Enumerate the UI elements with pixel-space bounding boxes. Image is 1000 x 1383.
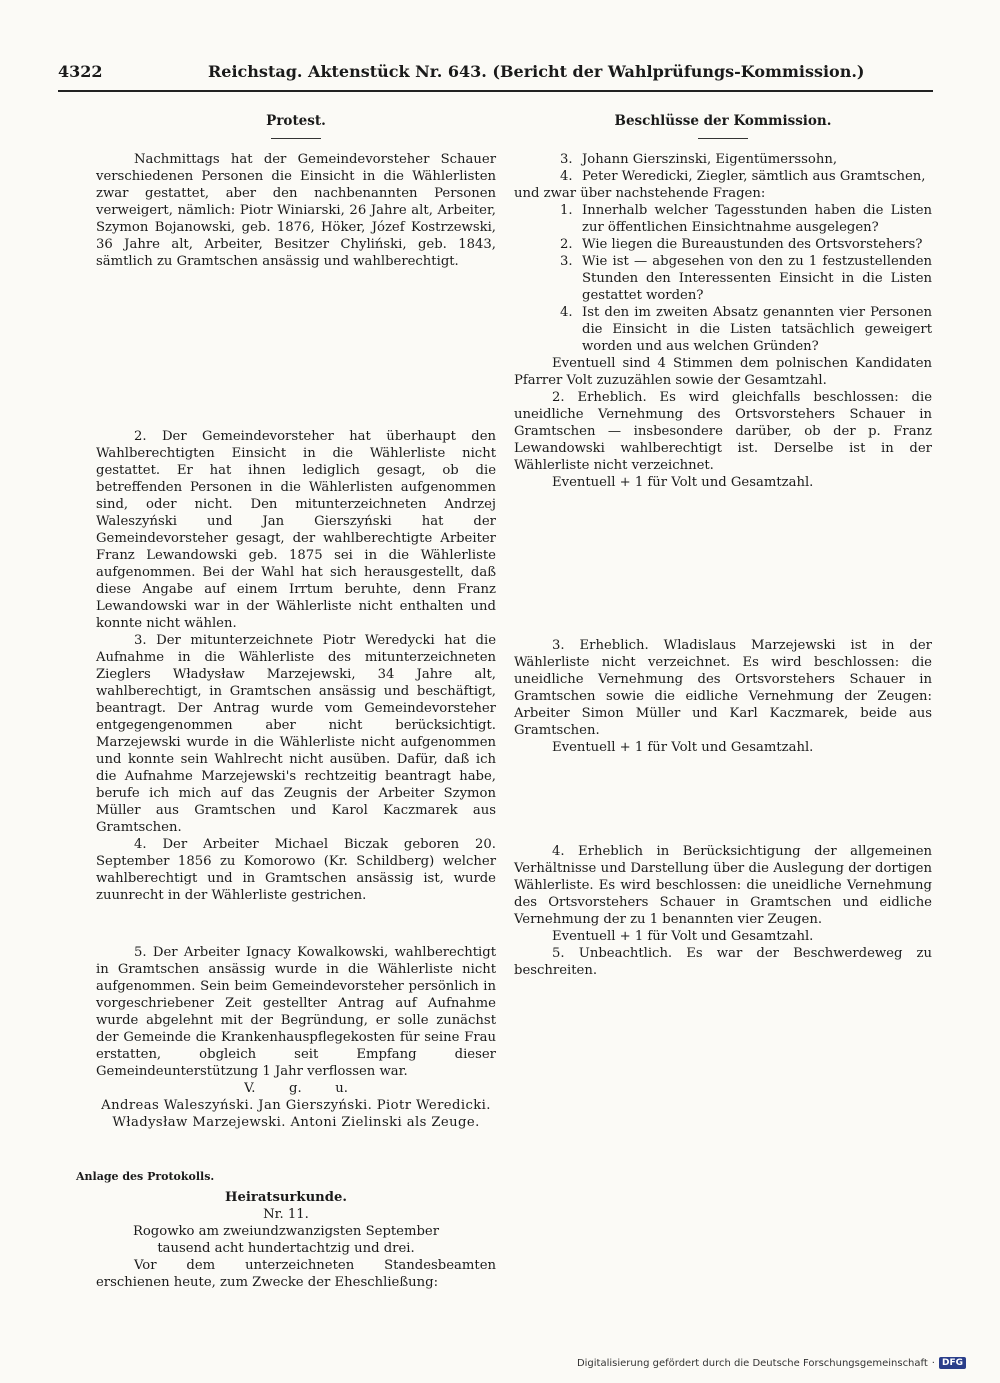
- vgu-line: V. g. u.: [244, 1081, 348, 1096]
- heiratsurkunde-heading: Heiratsurkunde.: [225, 1190, 347, 1205]
- right-column-bottom: [514, 843, 932, 979]
- question-item: 3. Wie ist — abgesehen von den zu 1 festzustellenden Stunden den Interessenten Einsicht in die Listen gestattet worden?: [560, 254, 932, 303]
- header-title: Reichstag. Aktenstück Nr. 643. (Bericht der Wahlprüfungs-Kommission.): [208, 62, 865, 81]
- header-rule: [58, 90, 933, 92]
- left-column-middle: [96, 428, 496, 904]
- left-column-bottom: [96, 944, 496, 1131]
- eventuell-4: Eventuell + 1 für Volt und Gesamtzahl.: [552, 929, 814, 944]
- eventuell-3: Eventuell + 1 für Volt und Gesamtzahl.: [552, 740, 814, 755]
- right-column-middle: [514, 637, 932, 756]
- running-header: [58, 62, 933, 86]
- record-opening: Vor dem unterzeichneten Standesbeamten erschienen heute, zum Zwecke der Eheschließung:: [96, 1258, 496, 1290]
- decision-2: 2. Erheblich. Es wird gleichfalls beschlossen: die uneidliche Vernehmung des Ortsvorstehers Schauer in Gramtschen — insbesondere darüber, ob der p. Franz Lewandowski wahlberechtigt ist. Derselbe ist in der Wählerliste nicht verzeichnet.: [514, 390, 932, 473]
- protest-paragraph-4: 4. Der Arbeiter Michael Biczak geboren 20. September 1856 zu Komorowo (Kr. Schildberg) welcher wahlberechtigt und in Gramtschen ansässig ist, wurde zuunrecht in der Wählerliste gestrichen.: [96, 837, 496, 903]
- eventuell-1: Eventuell sind 4 Stimmen dem polnischen Kandidaten Pfarrer Volt zuzuzählen sowie der Gesamtzahl.: [514, 356, 932, 388]
- decision-3: 3. Erheblich. Wladislaus Marzejewski ist in der Wählerliste nicht verzeichnet. Es wird beschlossen: die uneidliche Vernehmung des Ortsvorstehers Schauer in Gramtschen sowie die eidliche Vernehmung der Zeugen: Arbeiter Simon Müller und Karl Kaczmarek, beide aus Gramtschen.: [514, 638, 932, 738]
- question-item: 4. Ist den im zweiten Absatz genannten vier Personen die Einsicht in die Listen tatsächlich geweigert worden und aus welchen Gründen?: [560, 305, 932, 354]
- digitization-footer: Digitalisierung gefördert durch die Deutsche Forschungsgemeinschaft · DFG: [577, 1357, 966, 1369]
- left-column-appendix: [76, 1168, 496, 1291]
- questions-list: [514, 202, 932, 355]
- record-date: Rogowko am zweiundzwanzigsten September tausend acht hundertachtzig und drei.: [132, 1224, 440, 1256]
- decision-5: 5. Unbeachtlich. Es war der Beschwerdeweg zu beschreiten.: [514, 946, 932, 978]
- protest-heading: Protest.: [266, 113, 326, 129]
- left-column-top: [96, 113, 496, 270]
- protest-paragraph-2: 2. Der Gemeindevorsteher hat überhaupt den Wahlberechtigten Einsicht in die Wählerliste nicht gestattet. Er hat ihnen lediglich gesagt, ob die betreffenden Personen in die Wählerlisten aufgenommen sind, oder nicht. Den mitunterzeichneten Andrzej Waleszyński und Jan Gierszyński hat der Gemeindevorsteher gesagt, der wahlberechtigte Arbeiter Franz Lewandowski geb. 1875 sei in die Wählerliste aufgenommen. Bei der Wahl hat sich herausgestellt, daß diese Angabe auf einem Irrtum beruhte, denn Franz Lewandowski war in der Wählerliste nicht enthalten und konnte nicht wählen.: [96, 429, 496, 631]
- question-item: 2. Wie liegen die Bureaustunden des Ortsvorstehers?: [560, 237, 923, 252]
- signatures: Andreas Waleszyński. Jan Gierszyński. Piotr Weredicki. Władysław Marzejewski. Antoni Zielinski als Zeuge.: [101, 1098, 491, 1130]
- page-number: 4322: [58, 62, 103, 81]
- eventuell-2: Eventuell + 1 für Volt und Gesamtzahl.: [552, 475, 814, 490]
- decision-4: 4. Erheblich in Berücksichtigung der allgemeinen Verhältnisse und Darstellung über die Auslegung der dortigen Wählerliste. Es wird beschlossen: die uneidliche Vernehmung des Ortsvorstehers Schauer in Gramtschen und eidliche Vernehmung der zu 1 benannten vier Zeugen.: [514, 844, 932, 927]
- record-number: Nr. 11.: [263, 1207, 309, 1222]
- heading-rule-right: [698, 138, 748, 139]
- dfg-logo-icon: DFG: [939, 1357, 966, 1369]
- witness-list: [514, 151, 932, 185]
- protest-paragraph-1: Nachmittags hat der Gemeindevorsteher Schauer verschiedenen Personen die Einsicht in die Wählerlisten zwar gestattet, aber den nachbenannten Personen verweigert, nämlich: Piotr Winiarski, 26 Jahre alt, Arbeiter, Szymon Bojanowski, geb. 1876, Höker, Józef Kostrzewski, 36 Jahre alt, Arbeiter, Besitzer Chyliński, geb. 1843, sämtlich zu Gramtschen ansässig und wahlberechtigt.: [96, 152, 496, 269]
- question-item: 1. Innerhalb welcher Tagesstunden haben die Listen zur öffentlichen Einsichtnahme ausgelegen?: [560, 203, 932, 235]
- heading-rule: [271, 138, 321, 139]
- witness-item: 4. Peter Weredicki, Ziegler, sämtlich aus Gramtschen,: [560, 169, 926, 184]
- right-column-top: [514, 113, 932, 491]
- protest-paragraph-5: 5. Der Arbeiter Ignacy Kowalkowski, wahlberechtigt in Gramtschen ansässig wurde in die Wählerliste nicht aufgenommen. Sein beim Gemeindevorsteher persönlich in vorgeschriebener Zeit gestellter Antrag auf Aufnahme wurde abgelehnt mit der Begründung, er solle zunächst der Gemeinde die Krankenhauspflegekosten für seine Frau erstatten, obgleich seit Empfang dieser Gemeindeunterstützung 1 Jahr verflossen war.: [96, 945, 496, 1079]
- kommission-heading: Beschlüsse der Kommission.: [614, 113, 832, 129]
- footer-text: Digitalisierung gefördert durch die Deutsche Forschungsgemeinschaft: [576, 1357, 928, 1369]
- questions-intro: und zwar über nachstehende Fragen:: [514, 186, 766, 201]
- witness-item: 3. Johann Gierszinski, Eigentümerssohn,: [560, 152, 838, 167]
- protest-paragraph-3: 3. Der mitunterzeichnete Piotr Weredycki hat die Aufnahme in die Wählerliste des mitunterzeichneten Zieglers Władysław Marzejewski, 34 Jahre alt, wahlberechtigt, in Gramtschen ansässig und beschäftigt, beantragt. Der Antrag wurde vom Gemeindevorsteher entgegengenommen aber nicht berücksichtigt. Marzejewski wurde in die Wählerliste nicht aufgenommen und konnte sein Wahlrecht nicht ausüben. Dafür, daß ich die Aufnahme Marzejewski's rechtzeitig beantragt habe, berufe ich mich auf das Zeugnis der Arbeiter Szymon Müller aus Gramtschen und Karol Kaczmarek aus Gramtschen.: [96, 633, 496, 835]
- anlage-label: Anlage des Protokolls.: [76, 1170, 215, 1183]
